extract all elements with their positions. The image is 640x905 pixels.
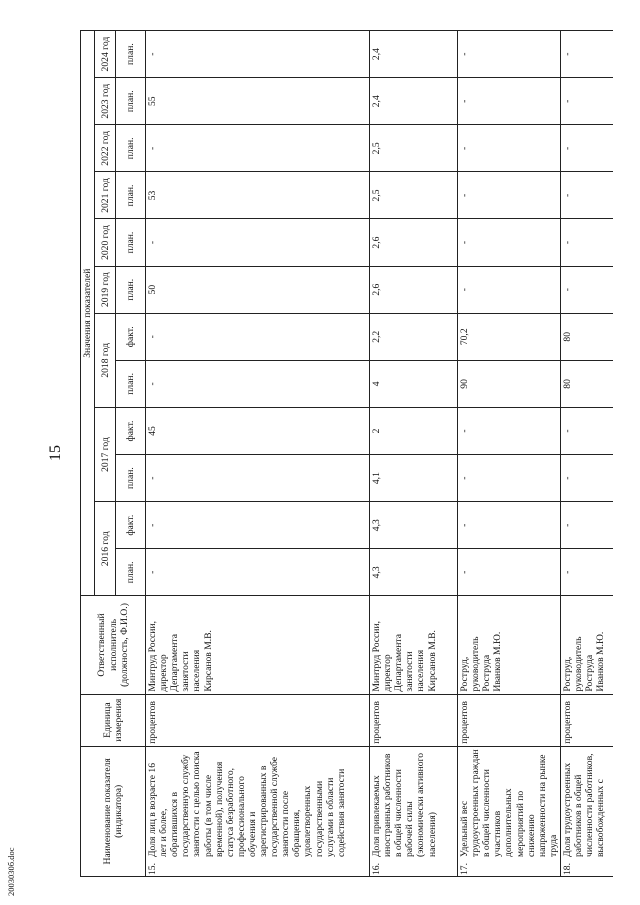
indicator-name: Доля привлекаемых иностранных работников в общей численности рабочей силы (экономически активного населения) bbox=[371, 752, 438, 857]
indicator-name: Доля трудоустроенных работников в общей численности работников, высвобожденных с bbox=[561, 753, 607, 857]
header-year-2016: 2016 год bbox=[95, 502, 116, 596]
value-cell: - bbox=[458, 31, 561, 78]
value-cell: - bbox=[458, 219, 561, 266]
value-cell: - bbox=[146, 313, 370, 360]
value-cell: - bbox=[560, 266, 613, 313]
row-number: 15. bbox=[147, 863, 159, 875]
indicators-table bbox=[80, 30, 613, 877]
value-cell: 80 bbox=[560, 360, 613, 407]
table-row bbox=[560, 31, 613, 877]
responsible-cell bbox=[370, 596, 458, 694]
value-cell: - bbox=[146, 502, 370, 549]
value-cell: 2,6 bbox=[370, 266, 458, 313]
unit-cell: процентов bbox=[146, 694, 370, 746]
value-cell: - bbox=[146, 125, 370, 172]
value-cell: 2,4 bbox=[370, 78, 458, 125]
header-plan: план. bbox=[116, 455, 146, 502]
value-cell: 2 bbox=[370, 407, 458, 454]
value-cell: - bbox=[560, 31, 613, 78]
indicator-name: Удельный вес трудоустроенных граждан в общей численности участников дополнительных мероприятий по снижению напряженности на рынке труда bbox=[459, 749, 559, 857]
responsible-line: Департамента bbox=[169, 634, 181, 692]
header-values-group: Значения показателей bbox=[81, 31, 95, 596]
responsible-line: Кирсанов М.В. bbox=[426, 630, 438, 692]
value-cell: - bbox=[458, 78, 561, 125]
value-cell: - bbox=[458, 407, 561, 454]
value-cell: 53 bbox=[146, 172, 370, 219]
responsible-line: Роструд, bbox=[561, 656, 573, 692]
value-cell: 4,1 bbox=[370, 455, 458, 502]
value-cell: - bbox=[560, 78, 613, 125]
value-cell: 4 bbox=[370, 360, 458, 407]
header-year-2020: 2020 год bbox=[95, 219, 116, 266]
value-cell: - bbox=[458, 502, 561, 549]
value-cell: - bbox=[560, 455, 613, 502]
responsible-line: населения bbox=[191, 649, 203, 692]
responsible-line: Минтруд России, bbox=[371, 621, 383, 692]
header-fact: факт. bbox=[116, 313, 146, 360]
responsible-line: занятости bbox=[404, 651, 416, 692]
value-cell: - bbox=[146, 31, 370, 78]
responsible-line: директор bbox=[382, 654, 394, 692]
responsible-line: Кирсанов М.В. bbox=[202, 630, 214, 692]
header-fact: факт. bbox=[116, 407, 146, 454]
responsible-cell bbox=[146, 596, 370, 694]
value-cell: 2,6 bbox=[370, 219, 458, 266]
value-cell: 2,4 bbox=[370, 31, 458, 78]
unit-cell: процентов bbox=[458, 694, 561, 746]
value-cell: - bbox=[458, 549, 561, 596]
value-cell: 4,3 bbox=[370, 549, 458, 596]
table-row bbox=[370, 31, 458, 877]
indicator-cell bbox=[458, 746, 561, 876]
value-cell: 2,2 bbox=[370, 313, 458, 360]
responsible-line: Роструда bbox=[584, 654, 596, 692]
value-cell: 80 bbox=[560, 313, 613, 360]
value-cell: - bbox=[458, 172, 561, 219]
rotated-table-container bbox=[80, 30, 607, 877]
unit-cell: процентов bbox=[560, 694, 613, 746]
header-year-2018: 2018 год bbox=[95, 313, 116, 407]
value-cell: 50 bbox=[146, 266, 370, 313]
responsible-line: занятости bbox=[180, 651, 192, 692]
header-plan: план. bbox=[116, 125, 146, 172]
header-year-2022: 2022 год bbox=[95, 125, 116, 172]
indicator-cell bbox=[146, 746, 370, 876]
responsible-line: Иванков М.Ю. bbox=[492, 631, 504, 692]
header-plan: план. bbox=[116, 78, 146, 125]
header-year-2019: 2019 год bbox=[95, 266, 116, 313]
responsible-line: Минтруд России, bbox=[147, 621, 159, 692]
value-cell: - bbox=[458, 125, 561, 172]
row-number: 16. bbox=[371, 863, 383, 875]
value-cell: 2,5 bbox=[370, 125, 458, 172]
value-cell: - bbox=[146, 360, 370, 407]
header-year-2024: 2024 год bbox=[95, 31, 116, 78]
value-cell: 2,5 bbox=[370, 172, 458, 219]
header-plan: план. bbox=[116, 266, 146, 313]
header-plan: план. bbox=[116, 549, 146, 596]
value-cell: - bbox=[458, 266, 561, 313]
header-plan: план. bbox=[116, 360, 146, 407]
responsible-line: Роструд, bbox=[459, 656, 471, 692]
table-row bbox=[146, 31, 370, 877]
responsible-line: населения bbox=[415, 649, 427, 692]
value-cell: - bbox=[146, 549, 370, 596]
document-code: 2003030б.doc bbox=[6, 847, 16, 896]
indicator-name: Доля лиц в возрасте 16 лет и более, обратившихся в государственную службу занятости с целью поиска работы (в том числе временной), получения статуса безработного, профессионального обучения и зарегистрированных в государственной службе занятости после обращения, удовлетворенных государственными услугами в области содействия занятости bbox=[147, 751, 347, 857]
value-cell: - bbox=[146, 455, 370, 502]
value-cell: - bbox=[560, 172, 613, 219]
responsible-line: директор bbox=[158, 654, 170, 692]
row-number: 17. bbox=[459, 863, 471, 875]
responsible-cell bbox=[458, 596, 561, 694]
indicator-cell bbox=[370, 746, 458, 876]
header-plan: план. bbox=[116, 31, 146, 78]
value-cell: - bbox=[560, 549, 613, 596]
value-cell: - bbox=[560, 125, 613, 172]
value-cell: - bbox=[560, 502, 613, 549]
value-cell: 55 bbox=[146, 78, 370, 125]
header-year-2023: 2023 год bbox=[95, 78, 116, 125]
responsible-line: руководитель bbox=[470, 636, 482, 692]
value-cell: 45 bbox=[146, 407, 370, 454]
unit-cell: процентов bbox=[370, 694, 458, 746]
header-year-2021: 2021 год bbox=[95, 172, 116, 219]
header-plan: план. bbox=[116, 219, 146, 266]
value-cell: - bbox=[146, 219, 370, 266]
header-plan: план. bbox=[116, 172, 146, 219]
value-cell: 70,2 bbox=[458, 313, 561, 360]
value-cell: - bbox=[560, 219, 613, 266]
responsible-line: Иванков М.Ю. bbox=[595, 631, 607, 692]
header-responsible: Ответственный исполнитель (должность, Ф.И.О.) bbox=[81, 596, 146, 694]
header-indicator: Наименование показателя (индикатора) bbox=[81, 746, 146, 876]
value-cell: - bbox=[560, 407, 613, 454]
page-number: 15 bbox=[47, 445, 64, 461]
value-cell: 4,3 bbox=[370, 502, 458, 549]
header-fact: факт. bbox=[116, 502, 146, 549]
table-row bbox=[458, 31, 561, 877]
responsible-cell bbox=[560, 596, 613, 694]
responsible-line: Департамента bbox=[393, 634, 405, 692]
header-year-2017: 2017 год bbox=[95, 407, 116, 501]
indicator-cell bbox=[560, 746, 613, 876]
responsible-line: Роструда bbox=[481, 654, 493, 692]
header-unit: Единица измерения bbox=[81, 694, 146, 746]
row-number: 18. bbox=[561, 863, 573, 875]
value-cell: - bbox=[458, 455, 561, 502]
value-cell: 90 bbox=[458, 360, 561, 407]
responsible-line: руководитель bbox=[573, 636, 585, 692]
